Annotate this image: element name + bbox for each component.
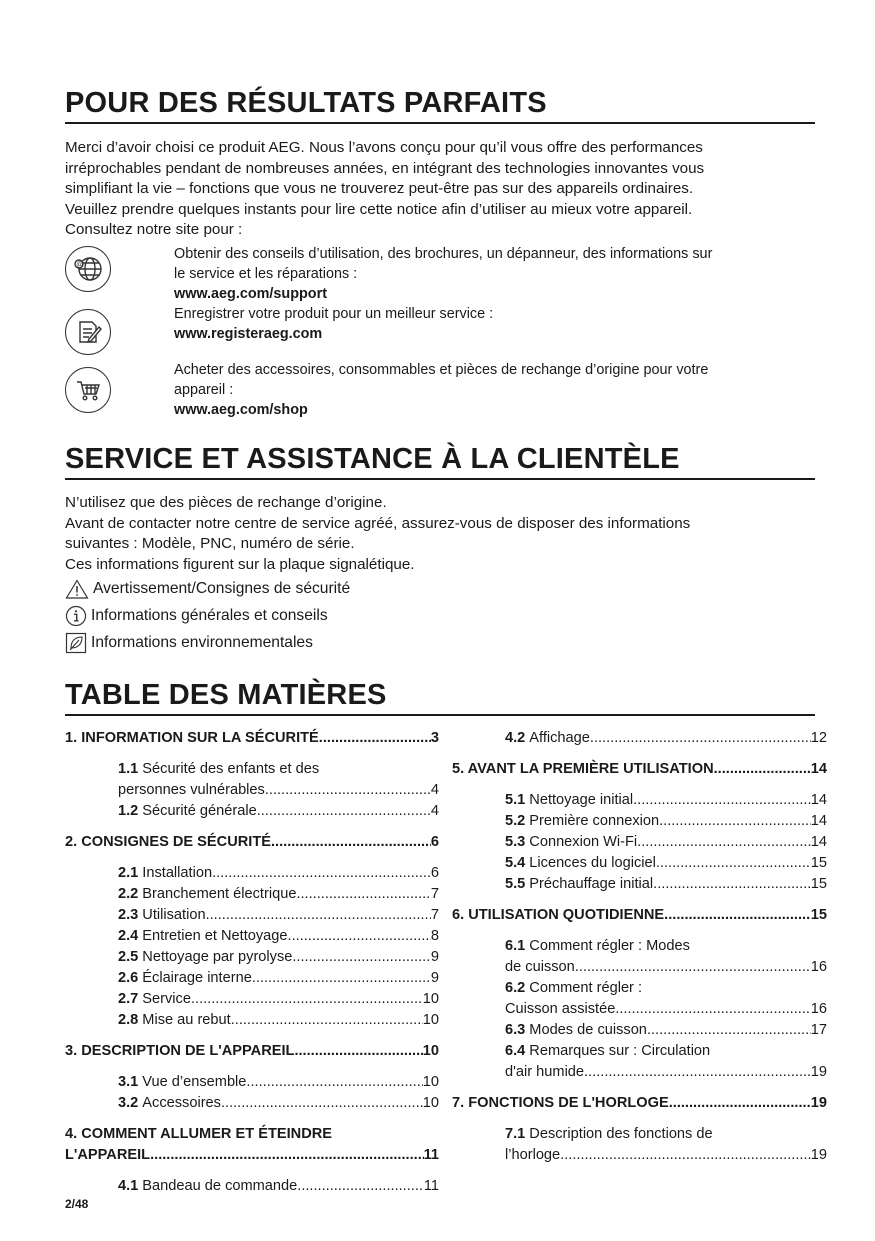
toc-entry-5-3[interactable]: 5.3 Connexion Wi-Fi ..... 14	[452, 832, 827, 853]
toc-entry-6-2-cont[interactable]: Cuisson assistée ..... 16	[452, 999, 827, 1020]
toc-entry-6-1[interactable]: 6.1 Comment régler : Modes	[505, 938, 690, 954]
intro-paragraph	[65, 138, 815, 241]
toc-entry-5-1[interactable]: 5.1 Nettoyage initial ..... 14	[452, 790, 827, 811]
legend-info-label: Informations générales et conseils	[91, 607, 328, 624]
warning-icon	[65, 579, 89, 599]
shop-link[interactable]: www.aeg.com/shop	[174, 402, 308, 418]
register-text: Enregistrer votre produit pour un meilleur service :	[174, 306, 494, 322]
legend-warning	[65, 578, 350, 600]
intro-line: irréprochables pendant de nombreuses années, en intégrant des technologies innovantes vous	[65, 159, 705, 177]
legend-environment-label: Informations environnementales	[91, 634, 313, 651]
register-form-icon	[65, 309, 111, 355]
support-text: le service et les réparations :	[174, 266, 358, 282]
toc-entry-5-2[interactable]: 5.2 Première connexion ..... 14	[452, 811, 827, 832]
toc-entry-4-cont[interactable]: L'APPAREIL ..... 11	[65, 1145, 439, 1166]
toc-entry-4[interactable]: 4. COMMENT ALLUMER ET ÉTEINDRE	[65, 1126, 333, 1142]
service-line: N’utilisez que des pièces de rechange d’origine.	[65, 494, 387, 511]
section-title-toc: TABLE DES MATIÈRES	[65, 678, 815, 716]
toc-entry-2-2[interactable]: 2.2 Branchement électrique ..... 7	[65, 884, 439, 905]
svg-text:@: @	[76, 261, 84, 269]
support-info	[174, 244, 814, 344]
section-title-service: SERVICE ET ASSISTANCE À LA CLIENTÈLE	[65, 442, 815, 480]
toc-entry-5-4[interactable]: 5.4 Licences du logiciel ..... 15	[452, 853, 827, 874]
toc-entry-4-1[interactable]: 4.1 Bandeau de commande ..... 11	[65, 1176, 439, 1197]
support-link[interactable]: www.aeg.com/support	[174, 286, 327, 302]
toc-entry-2-1[interactable]: 2.1 Installation ..... 6	[65, 863, 439, 884]
toc-entry-6-2[interactable]: 6.2 Comment régler :	[505, 980, 643, 996]
toc-right-column	[452, 728, 827, 1166]
toc-entry-6-4-cont[interactable]: d'air humide ..... 19	[452, 1062, 827, 1083]
toc-entry-1-1-cont[interactable]: personnes vulnérables ..... 4	[65, 780, 439, 801]
register-link[interactable]: www.registeraeg.com	[174, 326, 323, 342]
toc-entry-5[interactable]: 5. AVANT LA PREMIÈRE UTILISATION ..... 14	[452, 759, 827, 780]
toc-entry-2-3[interactable]: 2.3 Utilisation ..... 7	[65, 905, 439, 926]
toc-entry-6-4[interactable]: 6.4 Remarques sur : Circulation	[505, 1043, 711, 1059]
toc-entry-3[interactable]: 3. DESCRIPTION DE L'APPAREIL ..... 10	[65, 1041, 439, 1062]
toc-entry-2-5[interactable]: 2.5 Nettoyage par pyrolyse ..... 9	[65, 947, 439, 968]
service-paragraph	[65, 493, 815, 575]
toc-entry-2[interactable]: 2. CONSIGNES DE SÉCURITÉ ..... 6	[65, 832, 439, 853]
support-text: Obtenir des conseils d’utilisation, des brochures, un dépanneur, des informations sur	[174, 246, 713, 262]
intro-line: Merci d’avoir choisi ce produit AEG. Nous l’avons conçu pour qu’il vous offre des performances	[65, 139, 703, 156]
toc-entry-6[interactable]: 6. UTILISATION QUOTIDIENNE ..... 15	[452, 905, 827, 926]
page-number: 2/48	[65, 1197, 89, 1211]
toc-entry-4-2[interactable]: 4.2 Affichage ..... 12	[452, 728, 827, 749]
leaf-icon	[65, 632, 87, 654]
toc-entry-2-7[interactable]: 2.7 Service ..... 10	[65, 989, 439, 1010]
legend-info	[65, 605, 328, 627]
legend-warning-label: Avertissement/Consignes de sécurité	[93, 580, 351, 597]
toc-entry-2-4[interactable]: 2.4 Entretien et Nettoyage ..... 8	[65, 926, 439, 947]
toc-entry-1[interactable]: 1. INFORMATION SUR LA SÉCURITÉ ..... 3	[65, 728, 439, 749]
toc-entry-3-2[interactable]: 3.2 Accessoires ..... 10	[65, 1093, 439, 1114]
toc-entry-7-1-cont[interactable]: l’horloge ..... 19	[452, 1145, 827, 1166]
toc-entry-1-1[interactable]: 1.1 Sécurité des enfants et des	[118, 761, 320, 777]
globe-icon	[65, 246, 111, 292]
toc-entry-2-6[interactable]: 2.6 Éclairage interne ..... 9	[65, 968, 439, 989]
service-line: suivantes : Modèle, PNC, numéro de série.	[65, 535, 355, 552]
toc-entry-5-5[interactable]: 5.5 Préchauffage initial ..... 15	[452, 874, 827, 895]
toc-entry-1-2[interactable]: 1.2 Sécurité générale ..... 4	[65, 801, 439, 822]
intro-line: simplifiant la vie – fonctions que vous ne trouverez peut-être pas sur des appareils ordinaires.	[65, 180, 694, 197]
legend-environment	[65, 632, 313, 654]
toc-entry-6-3[interactable]: 6.3 Modes de cuisson ..... 17	[452, 1020, 827, 1041]
shop-text: appareil :	[174, 382, 234, 398]
toc-entry-7-1[interactable]: 7.1 Description des fonctions de	[505, 1126, 713, 1142]
toc-entry-2-8[interactable]: 2.8 Mise au rebut ..... 10	[65, 1010, 439, 1031]
section-title-results: POUR DES RÉSULTATS PARFAITS	[65, 86, 815, 124]
toc-entry-7[interactable]: 7. FONCTIONS DE L'HORLOGE ..... 19	[452, 1093, 827, 1114]
shopping-cart-icon	[65, 367, 111, 413]
info-icon	[65, 605, 87, 627]
intro-line: Veuillez prendre quelques instants pour lire cette notice afin d’utiliser au mieux votre appareil.	[65, 200, 693, 218]
service-line: Ces informations figurent sur la plaque signalétique.	[65, 555, 415, 573]
toc-entry-6-1-cont[interactable]: de cuisson ..... 16	[452, 957, 827, 978]
toc-entry-3-1[interactable]: 3.1 Vue d’ensemble ..... 10	[65, 1072, 439, 1093]
intro-line: Consultez notre site pour :	[65, 221, 243, 238]
shop-info	[174, 360, 814, 420]
shop-text: Acheter des accessoires, consommables et pièces de rechange d’origine pour votre	[174, 362, 709, 378]
service-line: Avant de contacter notre centre de service agréé, assurez-vous de disposer des informations	[65, 514, 691, 532]
toc-left-column	[65, 728, 439, 1197]
